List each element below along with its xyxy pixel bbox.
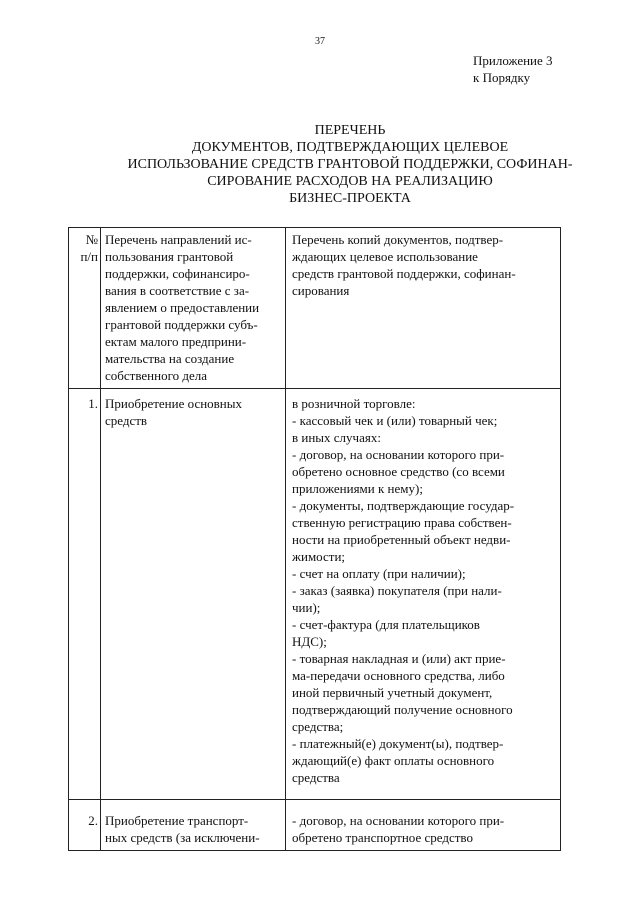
text-line: в иных случаях: xyxy=(292,430,381,445)
text-line: Приобретение основных xyxy=(105,396,242,411)
title-line: БИЗНЕС-ПРОЕКТА xyxy=(289,191,411,206)
text-line: - документы, подтверждающие государ- xyxy=(292,498,515,513)
text-line: ных средств (за исключени- xyxy=(105,830,260,845)
documents-table xyxy=(68,227,561,851)
title-line: ДОКУМЕНТОВ, ПОДТВЕРЖДАЮЩИХ ЦЕЛЕВОЕ xyxy=(191,140,509,155)
row-documents xyxy=(286,800,560,846)
text-line: жимости; xyxy=(292,549,346,564)
row-direction-cell xyxy=(101,800,286,851)
title-line: ПЕРЕЧЕНЬ xyxy=(314,123,386,138)
row-num: 1. xyxy=(88,396,98,411)
text-line: вания в соответствие с за- xyxy=(105,283,250,298)
text-line: - счет на оплату (при наличии); xyxy=(292,566,466,581)
text-line: ности на приобретенный объект недви- xyxy=(292,532,511,547)
text-line: обретено основное средство (со всеми xyxy=(292,464,505,479)
text-line: средств xyxy=(105,413,148,428)
text-line: пользования грантовой xyxy=(105,249,234,264)
row-direction xyxy=(101,800,285,846)
text-line: приложениями к нему); xyxy=(292,481,423,496)
row-documents-cell xyxy=(286,800,561,851)
row-num-cell xyxy=(69,800,101,851)
header-num xyxy=(69,228,100,265)
text-line: подтверждающий получение основного xyxy=(292,702,513,717)
text-line: ектам малого предприни- xyxy=(105,334,247,349)
page-number: 37 xyxy=(315,36,325,47)
text-line: мательства на создание xyxy=(105,351,235,366)
header-documents xyxy=(286,228,560,299)
text-line: № xyxy=(85,232,98,247)
text-line: - кассовый чек и (или) товарный чек; xyxy=(292,413,498,428)
text-line: - платежный(е) документ(ы), подтвер- xyxy=(292,736,504,751)
row-num: 2. xyxy=(88,813,98,828)
row-direction-cell xyxy=(101,389,286,800)
row-num-cell xyxy=(69,389,101,800)
text-line: - договор, на основании которого при- xyxy=(292,447,505,462)
text-line: чии); xyxy=(292,600,321,615)
text-line: ма-передачи основного средства, либо xyxy=(292,668,505,683)
text-line: поддержки, софинансиро- xyxy=(105,266,250,281)
text-line: - заказ (заявка) покупателя (при нали- xyxy=(292,583,502,598)
text-line: ждающих целевое использование xyxy=(292,249,478,264)
header-direction xyxy=(101,228,285,384)
table-row xyxy=(69,389,561,800)
text-line: явлением о предоставлении xyxy=(105,300,260,315)
text-line: - товарная накладная и (или) акт прие- xyxy=(292,651,506,666)
text-line: собственного дела xyxy=(105,368,207,383)
text-line: Перечень направлений ис- xyxy=(105,232,252,247)
appendix-line: к Порядку xyxy=(473,70,531,85)
row-documents-cell xyxy=(286,389,561,800)
table-header-row xyxy=(69,228,561,389)
text-line: Приобретение транспорт- xyxy=(105,813,249,828)
text-line: НДС); xyxy=(292,634,327,649)
text-line: средства xyxy=(292,770,340,785)
text-line: ждающий(е) факт оплаты основного xyxy=(292,753,495,768)
row-direction xyxy=(101,389,285,429)
appendix-note xyxy=(473,52,553,86)
text-line: - договор, на основании которого при- xyxy=(292,813,505,828)
text-line: иной первичный учетный документ, xyxy=(292,685,493,700)
text-line: обретено транспортное средство xyxy=(292,830,473,845)
header-documents-cell xyxy=(286,228,561,389)
text-line: п/п xyxy=(80,249,98,264)
text-line: ственную регистрацию права собствен- xyxy=(292,515,512,530)
text-line: в розничной торговле: xyxy=(292,396,416,411)
header-direction-cell xyxy=(101,228,286,389)
text-line: грантовой поддержки субъ- xyxy=(105,317,258,332)
title-line: ИСПОЛЬЗОВАНИЕ СРЕДСТВ ГРАНТОВОЙ ПОДДЕРЖКИ, СОФИНАН- xyxy=(127,157,573,172)
text-line: средства; xyxy=(292,719,344,734)
text-line: сирования xyxy=(292,283,350,298)
table-row xyxy=(69,800,561,851)
row-documents xyxy=(286,389,560,786)
text-line: - счет-фактура (для плательщиков xyxy=(292,617,480,632)
header-num-cell xyxy=(69,228,101,389)
text-line: Перечень копий документов, подтвер- xyxy=(292,232,504,247)
appendix-line: Приложение 3 xyxy=(473,53,553,68)
document-title xyxy=(60,122,640,207)
title-line: СИРОВАНИЕ РАСХОДОВ НА РЕАЛИЗАЦИЮ xyxy=(207,174,493,189)
text-line: средств грантовой поддержки, софинан- xyxy=(292,266,516,281)
